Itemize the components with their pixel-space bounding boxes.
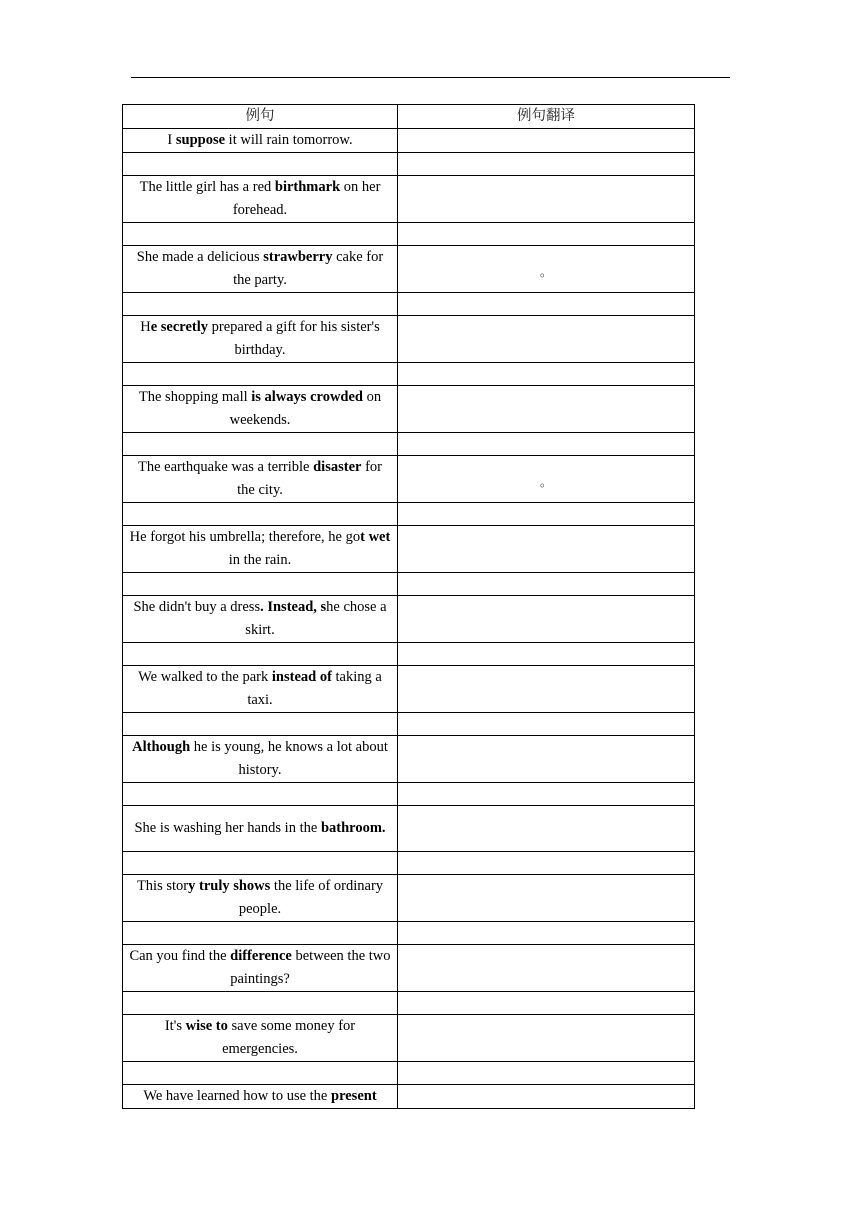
example-sentence-table (122, 104, 695, 1109)
blank-translation-cell[interactable] (398, 433, 695, 456)
blank-row (123, 363, 695, 386)
column-header-example: 例句 (123, 105, 398, 129)
table-row (123, 875, 695, 922)
example-sentence-cell (123, 386, 398, 433)
table-row (123, 666, 695, 713)
translation-text: 。 (539, 474, 552, 489)
example-sentence-cell (123, 526, 398, 573)
keyword-text: strawberry (263, 249, 333, 265)
translation-cell[interactable] (398, 875, 695, 922)
sentence-text: save some money for emergencies. (222, 1018, 356, 1057)
example-sentence-cell (123, 596, 398, 643)
table-row (123, 129, 695, 153)
translation-cell[interactable] (398, 666, 695, 713)
blank-translation-cell[interactable] (398, 153, 695, 176)
blank-example-cell[interactable] (123, 992, 398, 1015)
sentence-text: taking a taxi. (247, 669, 382, 708)
table-row (123, 526, 695, 573)
blank-translation-cell[interactable] (398, 1062, 695, 1085)
blank-example-cell[interactable] (123, 503, 398, 526)
example-sentence-cell (123, 1015, 398, 1062)
blank-row (123, 223, 695, 246)
blank-example-cell[interactable] (123, 852, 398, 875)
blank-row (123, 852, 695, 875)
sentence-text: He forgot his umbrella; therefore, he go (129, 529, 361, 545)
blank-row (123, 293, 695, 316)
blank-translation-cell[interactable] (398, 783, 695, 806)
blank-translation-cell[interactable] (398, 503, 695, 526)
table-row (123, 456, 695, 503)
blank-translation-cell[interactable] (398, 643, 695, 666)
blank-row (123, 713, 695, 736)
blank-example-cell[interactable] (123, 223, 398, 246)
sentence-text: We have learned how to use the (143, 1088, 331, 1104)
translation-cell[interactable] (398, 945, 695, 992)
blank-row (123, 992, 695, 1015)
sentence-text: on her forehead. (232, 179, 381, 218)
blank-translation-cell[interactable] (398, 363, 695, 386)
translation-cell[interactable] (398, 386, 695, 433)
table-body (123, 129, 695, 1109)
translation-cell[interactable] (398, 1085, 695, 1109)
translation-cell[interactable] (398, 316, 695, 363)
translation-cell[interactable] (398, 456, 695, 503)
table-row (123, 1085, 695, 1109)
sentence-text: he chose a skirt. (245, 599, 387, 638)
blank-row (123, 503, 695, 526)
keyword-text: is always crowded (251, 389, 363, 405)
translation-text: 。 (539, 264, 552, 279)
sentence-text: between the two paintings? (230, 948, 391, 987)
keyword-text: present (331, 1088, 377, 1104)
column-header-translation: 例句翻译 (398, 105, 695, 129)
table-row (123, 806, 695, 852)
blank-example-cell[interactable] (123, 1062, 398, 1085)
blank-row (123, 783, 695, 806)
translation-cell[interactable] (398, 526, 695, 573)
blank-example-cell[interactable] (123, 153, 398, 176)
sentence-text: in the rain. (228, 552, 292, 568)
blank-example-cell[interactable] (123, 433, 398, 456)
blank-example-cell[interactable] (123, 293, 398, 316)
table-row (123, 736, 695, 783)
keyword-text: e secretly (150, 319, 209, 335)
keyword-text: . Instead, s (260, 599, 327, 615)
table-row (123, 246, 695, 293)
sentence-text: The earthquake was a terrible (137, 459, 314, 475)
blank-row (123, 1062, 695, 1085)
example-sentence-cell (123, 945, 398, 992)
example-sentence-cell (123, 129, 398, 153)
table-row (123, 945, 695, 992)
blank-translation-cell[interactable] (398, 293, 695, 316)
blank-example-cell[interactable] (123, 573, 398, 596)
blank-row (123, 643, 695, 666)
sentence-text: We walked to the park (138, 669, 272, 685)
keyword-text: suppose (175, 132, 226, 148)
keyword-text: y truly shows (188, 878, 271, 894)
example-sentence-cell (123, 875, 398, 922)
table-row (123, 1015, 695, 1062)
translation-cell[interactable] (398, 129, 695, 153)
sentence-text: The shopping mall (138, 389, 252, 405)
keyword-text: bathroom. (320, 820, 386, 836)
table-row (123, 596, 695, 643)
sentence-text: on weekends. (229, 389, 382, 428)
sentence-text: She didn't buy a dress (133, 599, 261, 615)
sentence-text: prepared a gift for his sister's birthday. (208, 319, 380, 358)
table-row (123, 316, 695, 363)
sentence-text: cake for the party. (233, 249, 384, 288)
blank-row (123, 922, 695, 945)
table-header-row (123, 105, 695, 129)
blank-example-cell[interactable] (123, 922, 398, 945)
blank-example-cell[interactable] (123, 713, 398, 736)
blank-example-cell[interactable] (123, 363, 398, 386)
table-row (123, 176, 695, 223)
blank-row (123, 573, 695, 596)
keyword-text: disaster (313, 459, 362, 475)
keyword-text: birthmark (274, 179, 341, 195)
blank-example-cell[interactable] (123, 783, 398, 806)
sentence-text: it will rain tomorrow. (225, 132, 353, 148)
keyword-text: t wet (360, 529, 391, 545)
blank-translation-cell[interactable] (398, 573, 695, 596)
sentence-text: She made a delicious (136, 249, 264, 265)
blank-translation-cell[interactable] (398, 852, 695, 875)
blank-translation-cell[interactable] (398, 713, 695, 736)
example-sentence-cell (123, 1085, 398, 1109)
translation-cell[interactable] (398, 736, 695, 783)
keyword-text: instead of (271, 669, 332, 685)
blank-translation-cell[interactable] (398, 992, 695, 1015)
example-sentence-cell (123, 176, 398, 223)
translation-cell[interactable] (398, 176, 695, 223)
sentence-text: She is washing her hands in the (134, 820, 321, 836)
sentence-text: for the city. (237, 459, 382, 498)
keyword-text: difference (230, 948, 292, 964)
page-header-rule (131, 77, 730, 78)
sentence-text: H (140, 319, 151, 335)
example-sentence-cell (123, 666, 398, 713)
sentence-text: the life of ordinary people. (238, 878, 384, 917)
sentence-text: he is young, he knows a lot about history. (190, 739, 388, 778)
example-sentence-cell (123, 806, 398, 852)
sentence-text: I (167, 132, 176, 148)
blank-translation-cell[interactable] (398, 922, 695, 945)
translation-cell[interactable] (398, 246, 695, 293)
translation-cell[interactable] (398, 596, 695, 643)
sentence-text: The little girl has a red (139, 179, 275, 195)
blank-row (123, 433, 695, 456)
example-sentence-cell (123, 456, 398, 503)
example-sentence-cell (123, 246, 398, 293)
example-sentence-cell (123, 316, 398, 363)
blank-example-cell[interactable] (123, 643, 398, 666)
blank-translation-cell[interactable] (398, 223, 695, 246)
sentence-text: This stor (136, 878, 189, 894)
table-row (123, 386, 695, 433)
translation-cell[interactable] (398, 1015, 695, 1062)
sentence-text: Can you find the (129, 948, 231, 964)
translation-cell[interactable] (398, 806, 695, 852)
blank-row (123, 153, 695, 176)
sentence-text: It's (164, 1018, 186, 1034)
keyword-text: Although (132, 739, 191, 755)
keyword-text: wise to (185, 1018, 228, 1034)
example-sentence-cell (123, 736, 398, 783)
